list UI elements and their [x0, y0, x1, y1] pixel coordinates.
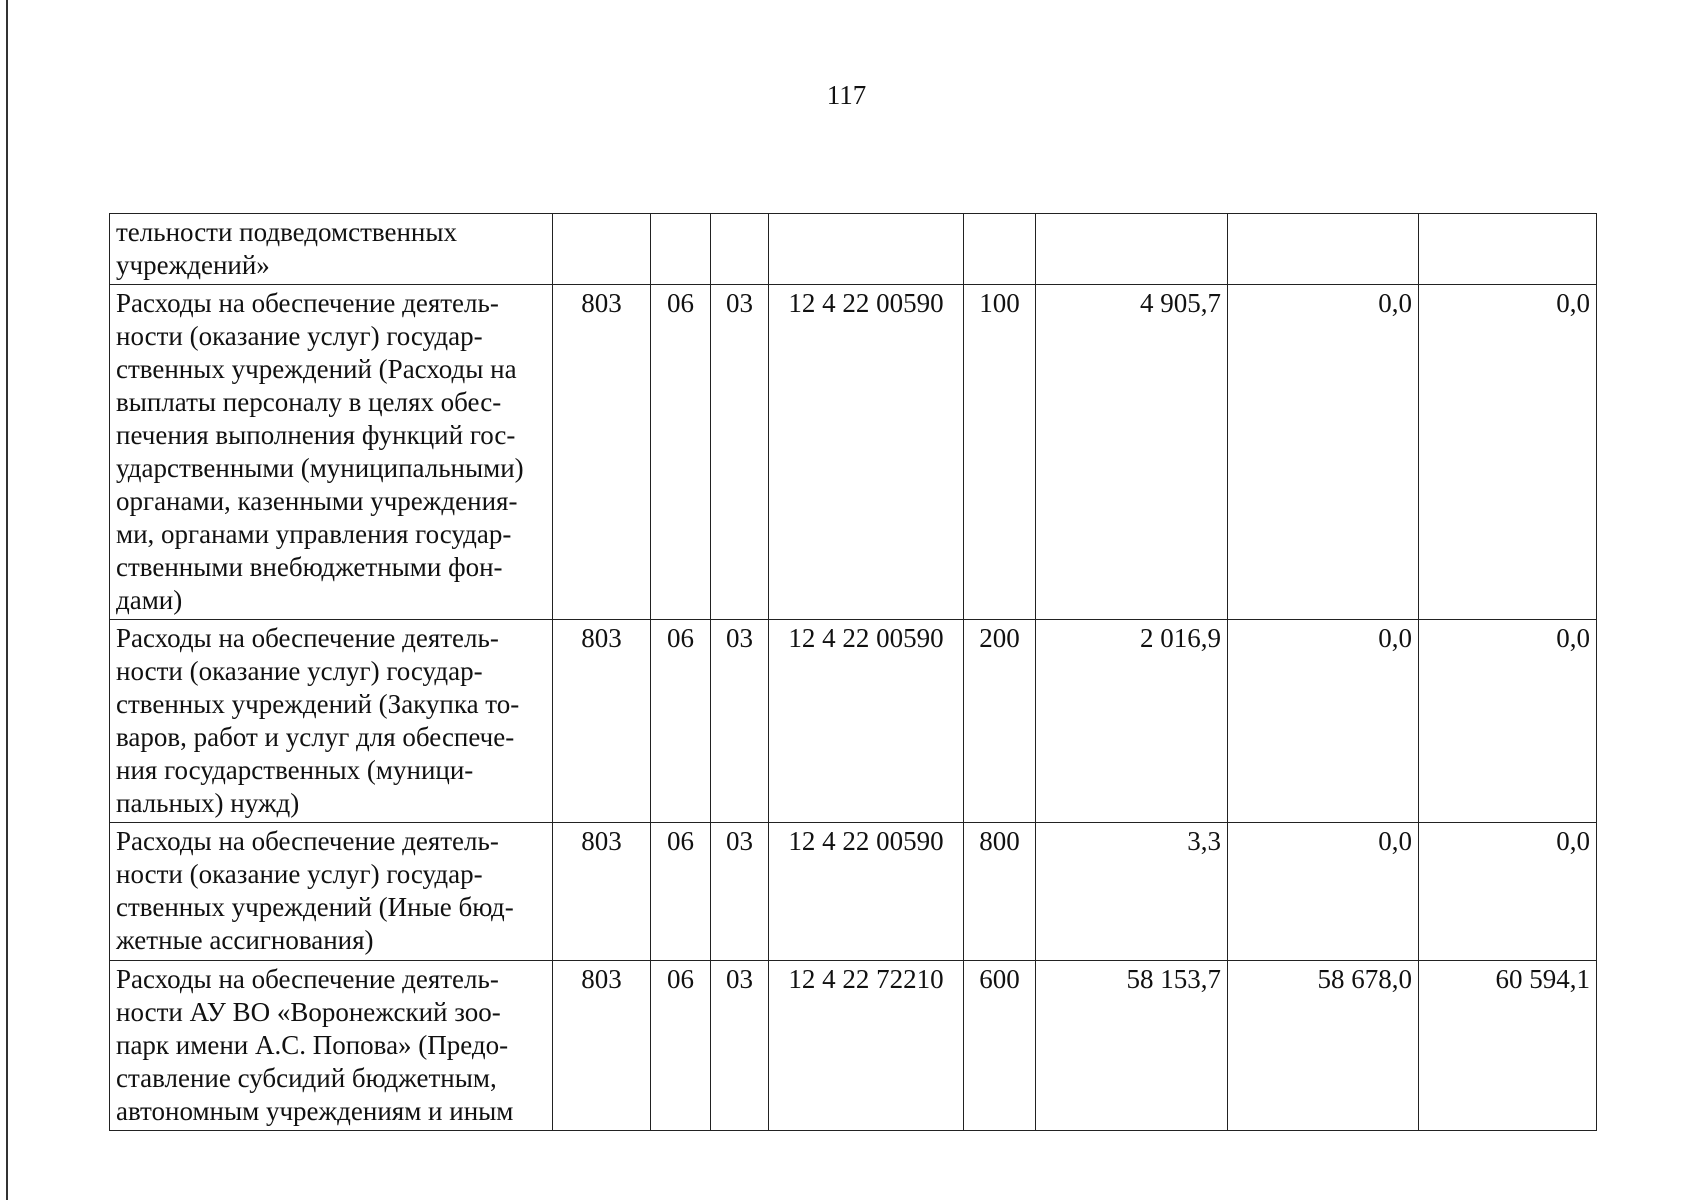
target-article-cell: 12 4 22 00590: [769, 285, 964, 620]
table-row: [110, 823, 1597, 961]
description-line: ми, органами управления государ-: [116, 519, 512, 549]
amount-year-1-cell: 4 905,7: [1036, 285, 1228, 620]
table-row: [110, 285, 1597, 620]
description-line: тельности подведомственных: [116, 217, 458, 247]
description-line: ственных учреждений (Расходы на: [116, 354, 517, 384]
description-cell: [110, 823, 553, 961]
amount-year-1-cell: 3,3: [1036, 823, 1228, 961]
amount-year-3-cell: 0,0: [1419, 285, 1597, 620]
amount-year-1-cell: [1036, 214, 1228, 285]
ministry-code-cell: [553, 214, 651, 285]
ministry-code-cell: 803: [553, 285, 651, 620]
amount-year-3-cell: [1419, 214, 1597, 285]
amount-year-3-cell: 0,0: [1419, 823, 1597, 961]
description-line: Расходы на обеспечение деятель-: [116, 826, 499, 856]
expense-type-cell: 200: [964, 620, 1036, 823]
description-line: Расходы на обеспечение деятель-: [116, 288, 499, 318]
description-line: ности (оказание услуг) государ-: [116, 859, 483, 889]
description-line: ния государственных (муници-: [116, 755, 474, 785]
description-line: Расходы на обеспечение деятель-: [116, 623, 499, 653]
subsection-code-cell: [711, 214, 769, 285]
subsection-code-cell: 03: [711, 285, 769, 620]
description-line: ственных учреждений (Закупка то-: [116, 689, 520, 719]
description-line: парк имени А.С. Попова» (Предо-: [116, 1030, 509, 1060]
description-line: ственных учреждений (Иные бюд-: [116, 892, 514, 922]
target-article-cell: 12 4 22 72210: [769, 961, 964, 1131]
budget-table: [109, 213, 1597, 1131]
budget-table-body: [110, 214, 1597, 1131]
amount-year-3-cell: 60 594,1: [1419, 961, 1597, 1131]
description-line: выплаты персоналу в целях обес-: [116, 387, 502, 417]
table-row: [110, 214, 1597, 285]
description-line: ности АУ ВО «Воронежский зоо-: [116, 997, 501, 1027]
section-code-cell: 06: [651, 620, 711, 823]
description-cell: [110, 285, 553, 620]
subsection-code-cell: 03: [711, 620, 769, 823]
description-line: ности (оказание услуг) государ-: [116, 656, 483, 686]
page-number: 117: [826, 80, 867, 110]
description-cell: [110, 620, 553, 823]
table-row: [110, 961, 1597, 1131]
amount-year-1-cell: 58 153,7: [1036, 961, 1228, 1131]
target-article-cell: 12 4 22 00590: [769, 823, 964, 961]
target-article-cell: 12 4 22 00590: [769, 620, 964, 823]
amount-year-2-cell: 0,0: [1228, 285, 1419, 620]
amount-year-2-cell: 58 678,0: [1228, 961, 1419, 1131]
ministry-code-cell: 803: [553, 620, 651, 823]
expense-type-cell: 800: [964, 823, 1036, 961]
amount-year-1-cell: 2 016,9: [1036, 620, 1228, 823]
description-line: Расходы на обеспечение деятель-: [116, 964, 499, 994]
subsection-code-cell: 03: [711, 961, 769, 1131]
section-code-cell: [651, 214, 711, 285]
expense-type-cell: 100: [964, 285, 1036, 620]
description-cell: [110, 961, 553, 1131]
scan-edge-line: [6, 0, 8, 1200]
ministry-code-cell: 803: [553, 823, 651, 961]
amount-year-2-cell: [1228, 214, 1419, 285]
section-code-cell: 06: [651, 961, 711, 1131]
table-row: [110, 620, 1597, 823]
description-line: органами, казенными учреждения-: [116, 486, 518, 516]
section-code-cell: 06: [651, 285, 711, 620]
expense-type-cell: [964, 214, 1036, 285]
ministry-code-cell: 803: [553, 961, 651, 1131]
description-line: печения выполнения функций гос-: [116, 420, 516, 450]
description-line: жетные ассигнования): [116, 925, 374, 955]
description-line: ставление субсидий бюджетным,: [116, 1063, 497, 1093]
description-line: пальных) нужд): [116, 788, 300, 818]
amount-year-3-cell: 0,0: [1419, 620, 1597, 823]
target-article-cell: [769, 214, 964, 285]
description-line: ности (оказание услуг) государ-: [116, 321, 483, 351]
description-line: варов, работ и услуг для обеспече-: [116, 722, 515, 752]
subsection-code-cell: 03: [711, 823, 769, 961]
description-line: ударственными (муниципальными): [116, 453, 524, 483]
description-line: учреждений»: [116, 250, 270, 280]
description-line: автономным учреждениям и иным: [116, 1096, 514, 1126]
amount-year-2-cell: 0,0: [1228, 620, 1419, 823]
amount-year-2-cell: 0,0: [1228, 823, 1419, 961]
description-line: дами): [116, 585, 183, 615]
description-cell: [110, 214, 553, 285]
section-code-cell: 06: [651, 823, 711, 961]
description-line: ственными внебюджетными фон-: [116, 552, 503, 582]
expense-type-cell: 600: [964, 961, 1036, 1131]
